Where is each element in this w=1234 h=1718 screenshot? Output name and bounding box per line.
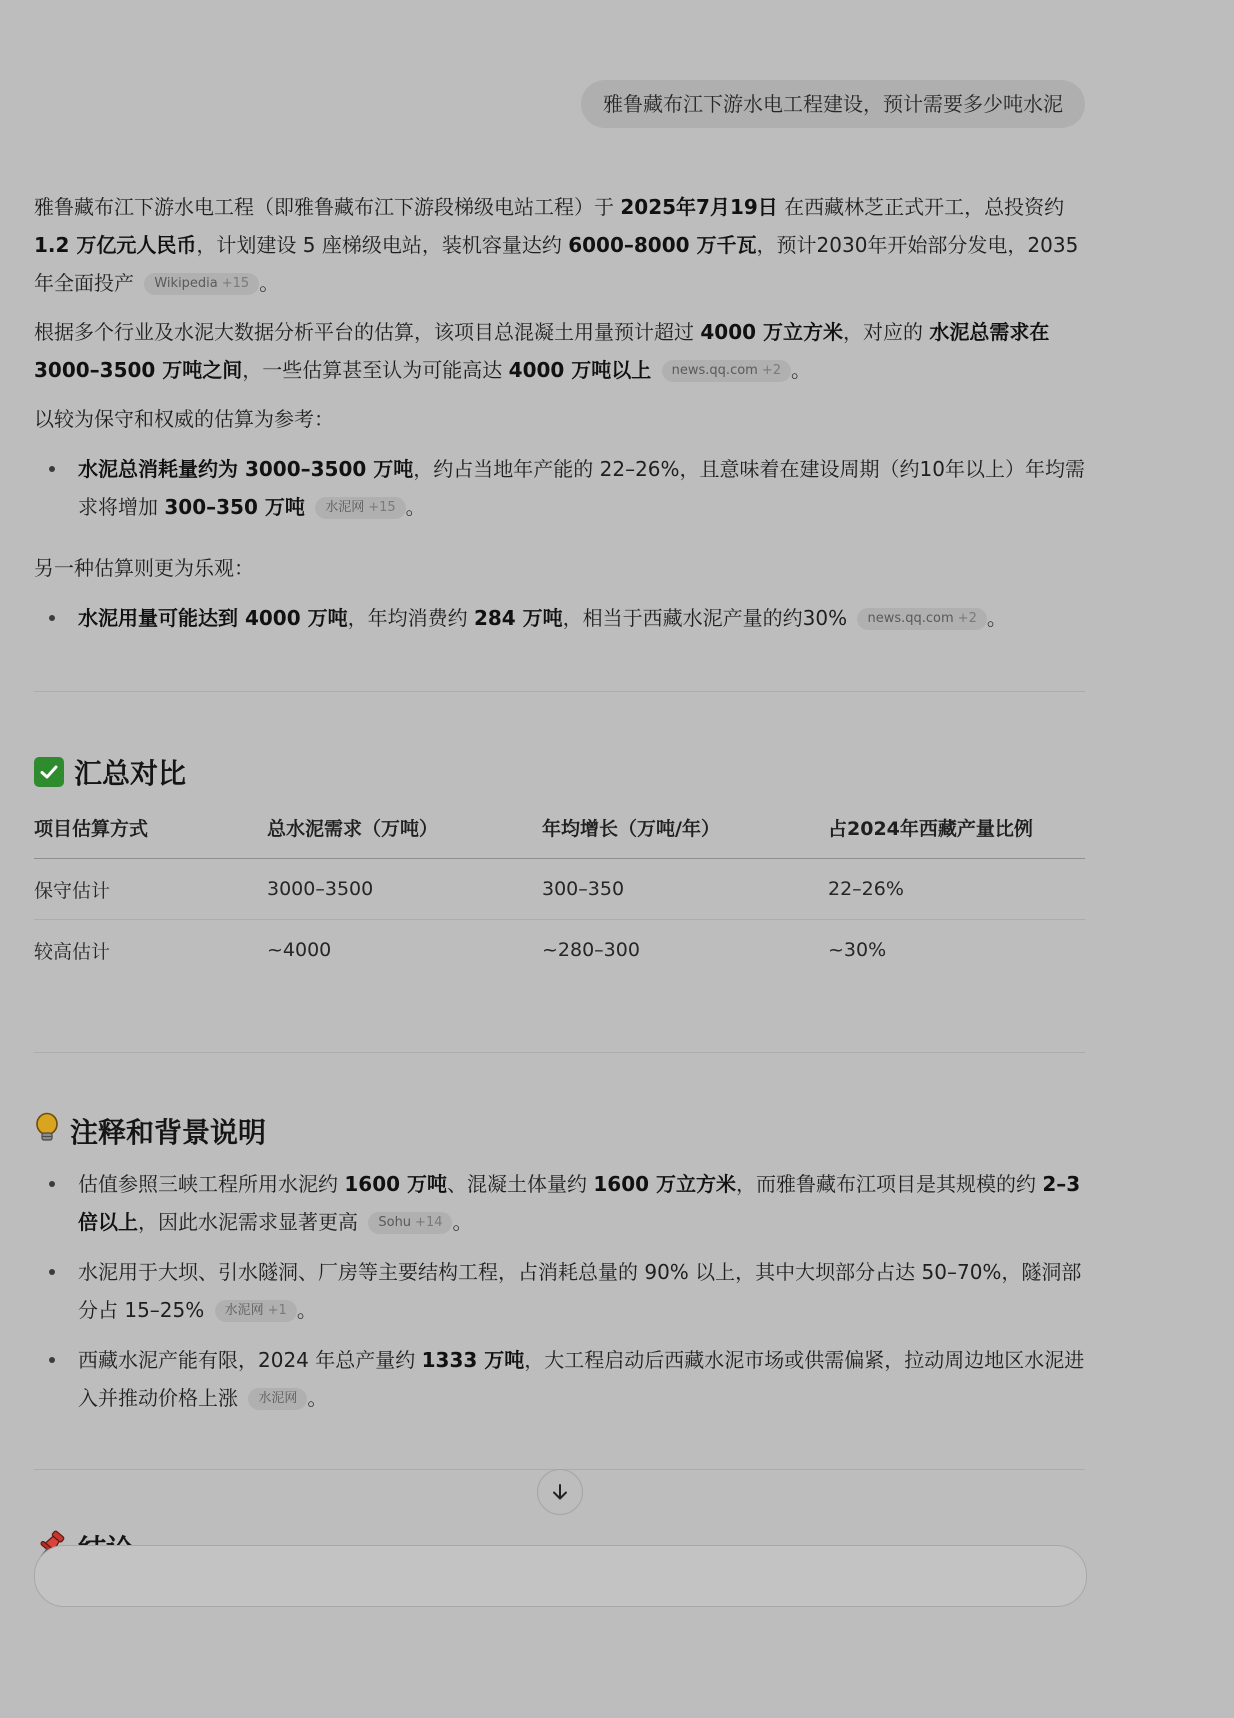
table-cell: 300–350: [542, 859, 828, 920]
table-header-row: [34, 814, 1085, 859]
text: 水泥用于大坝、引水隧洞、厂房等主要结构工程，占消耗总量的 90% 以上，其中大坝部分占达 50–70%，隧洞部分占 15–25%: [78, 1260, 1082, 1322]
text: ，对应的: [843, 320, 923, 344]
text: 、混凝土体量约: [447, 1172, 587, 1196]
chip-count: +2: [957, 611, 977, 626]
source-chip-cement-net[interactable]: [248, 1388, 307, 1410]
text: 西藏水泥产能有限，2024 年总产量约: [78, 1348, 416, 1372]
table-row: [34, 859, 1085, 920]
source-chip-wikipedia[interactable]: [144, 273, 259, 295]
list-item: [34, 450, 1085, 526]
table-cell: 保守估计: [34, 859, 267, 920]
heading-text: 注释和背景说明: [70, 1116, 267, 1149]
check-icon: [34, 757, 64, 787]
chip-count: +15: [221, 276, 250, 291]
intro-paragraph-3: 以较为保守和权威的估算为参考：: [34, 407, 334, 431]
column-header: 占2024年西藏产量比例: [828, 814, 1085, 859]
chip-source: Wikipedia: [154, 276, 218, 291]
tibet-production: 1333 万吨: [421, 1348, 525, 1372]
heading-text: 汇总对比: [74, 757, 187, 790]
text: ，一些估算甚至认为可能高达: [242, 358, 503, 382]
installed-capacity: 6000–8000 万千瓦: [568, 233, 757, 257]
intro-paragraph-1: [34, 188, 1085, 302]
assistant-response: [34, 188, 1085, 1568]
conservative-list: [34, 450, 1085, 526]
column-header: 项目估算方式: [34, 814, 267, 859]
cement-demand-high: 4000 万吨以上: [508, 358, 652, 382]
list-item: [34, 1253, 1085, 1329]
source-chip-cement-net[interactable]: [215, 1300, 297, 1322]
source-chip-sohu[interactable]: [368, 1212, 452, 1234]
chip-source: news.qq.com: [671, 363, 758, 378]
total-investment: 1.2 万亿元人民币: [34, 233, 197, 257]
alt-intro: 另一种估算则更为乐观：: [34, 556, 254, 580]
chip-source: 水泥网: [258, 1391, 298, 1406]
list-item: [34, 1341, 1085, 1417]
chip-source: 水泥网: [325, 500, 365, 515]
text: 估值参照三峡工程所用水泥约: [78, 1172, 338, 1196]
arrow-down-icon: [550, 1482, 570, 1502]
chip-count: +14: [415, 1215, 443, 1230]
user-message-text: 雅鲁藏布江下游水电工程建设，预计需要多少吨水泥: [603, 92, 1063, 116]
text: ，约占当地年产能的 22–26%，且意味着在建设周期（约10年以上）年均需求将增加: [78, 457, 1085, 519]
text: ，计划建设 5 座梯级电站，装机容量达约: [196, 233, 562, 257]
chip-count: +15: [368, 500, 396, 515]
source-chip-news-qq[interactable]: [857, 608, 986, 630]
table-cell: 22–26%: [828, 859, 1085, 920]
table-cell: ~280–300: [542, 939, 640, 961]
message-composer[interactable]: [34, 1545, 1087, 1607]
text: 根据多个行业及水泥大数据分析平台的估算，该项目总混凝土用量预计超过: [34, 320, 694, 344]
chip-count: +1: [267, 1303, 287, 1318]
three-gorges-cement: 1600 万吨: [344, 1172, 447, 1196]
text: 。: [986, 606, 1007, 630]
text: ，大工程启动后西藏水泥市场或供需偏紧，拉动周边地区水泥进入并推动价格上涨: [78, 1348, 1085, 1410]
divider: [34, 1052, 1085, 1053]
table-cell: ~30%: [828, 939, 887, 961]
text: 。: [791, 358, 812, 382]
text: ，相当于西藏水泥产量的约30%: [562, 606, 848, 630]
concrete-volume: 4000 万立方米: [700, 320, 843, 344]
user-message-bubble: [581, 80, 1085, 128]
cement-usage-high: 水泥用量可能达到 4000 万吨: [78, 606, 348, 630]
text: 雅鲁藏布江下游水电工程（即雅鲁藏布江下游段梯级电站工程）于: [34, 195, 614, 219]
table-cell: 较高估计: [34, 940, 111, 963]
scale-multiple: 2–3 倍以上: [78, 1172, 1081, 1234]
chip-source: Sohu: [378, 1215, 412, 1230]
table-row: [34, 920, 1085, 981]
cement-consumption: 水泥总消耗量约为 3000–3500 万吨: [78, 457, 414, 481]
list-item: [34, 1165, 1085, 1241]
divider: [34, 691, 1085, 692]
text: 。: [452, 1210, 473, 1234]
text: ，因此水泥需求显著更高: [138, 1210, 358, 1234]
cement-demand-range: 水泥总需求在3000–3500 万吨之间: [34, 320, 1050, 382]
column-header: 年均增长（万吨/年）: [542, 814, 828, 859]
text: ，年均消费约: [347, 606, 468, 630]
table-cell: 3000–3500: [267, 859, 542, 920]
scroll-to-bottom-button[interactable]: [537, 1469, 583, 1515]
column-header: 总水泥需求（万吨）: [267, 814, 542, 859]
text: 。: [307, 1386, 328, 1410]
chip-source: news.qq.com: [867, 611, 954, 626]
text: ，而雅鲁藏布江项目是其规模的约: [736, 1172, 1036, 1196]
text: 。: [405, 495, 426, 519]
chip-source: 水泥网: [224, 1303, 264, 1318]
summary-heading: [34, 752, 1085, 792]
chip-count: +2: [761, 363, 782, 378]
start-date: 2025年7月19日: [620, 195, 778, 219]
text: 在西藏林芝正式开工，总投资约: [784, 195, 1065, 219]
text: ，预计2030年开始部分发电，2035年全面投产: [34, 233, 1079, 295]
text: 。: [296, 1298, 317, 1322]
text: 。: [259, 271, 280, 295]
list-item: [34, 599, 1085, 637]
intro-paragraph-2: [34, 313, 1085, 389]
annual-demand: 300–350 万吨: [164, 495, 305, 519]
alt-list: [34, 599, 1085, 637]
source-chip-cement-net[interactable]: [315, 497, 405, 519]
three-gorges-concrete: 1600 万立方米: [593, 1172, 736, 1196]
summary-table: [34, 814, 1085, 980]
lightbulb-icon: [34, 1112, 60, 1151]
table-cell: ~4000: [267, 939, 332, 961]
notes-list: [34, 1165, 1085, 1417]
source-chip-news-qq[interactable]: [662, 360, 791, 382]
notes-heading: [34, 1111, 1085, 1151]
annual-consumption: 284 万吨: [473, 606, 563, 630]
